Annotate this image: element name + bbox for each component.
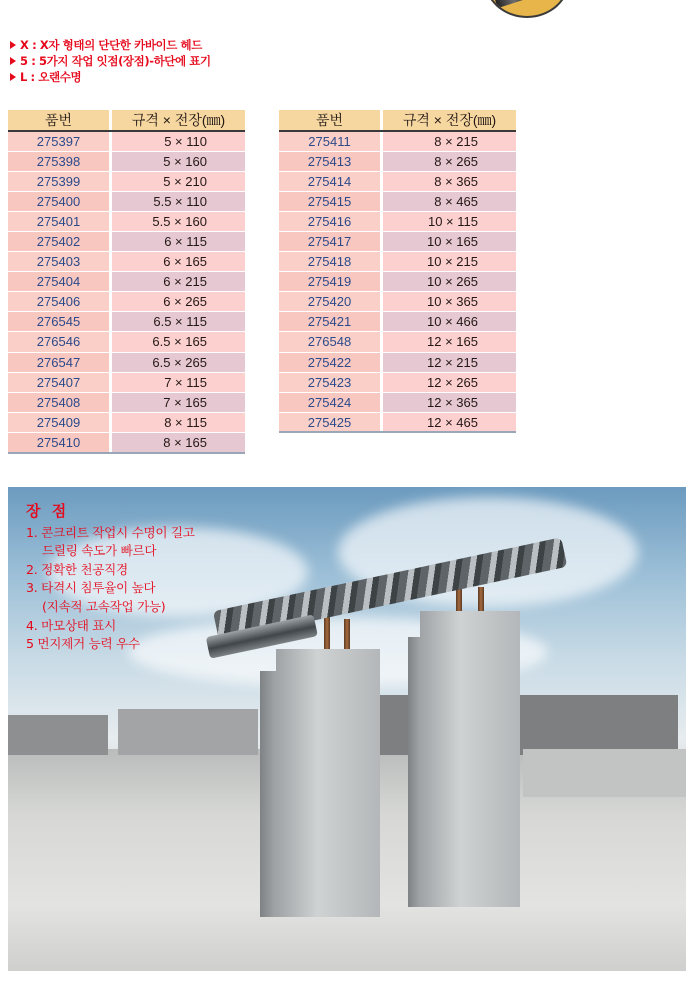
product-code: 275409 <box>8 412 109 432</box>
product-code: 275399 <box>8 171 109 191</box>
table-row <box>279 392 516 412</box>
table-row <box>8 392 245 412</box>
table-row <box>8 312 245 332</box>
size-length: 12 × 265 <box>383 372 516 392</box>
header-code: 품번 <box>279 110 380 131</box>
concrete-block-left <box>276 649 380 917</box>
product-code: 275423 <box>279 372 380 392</box>
size-length: 5.5 × 160 <box>112 211 245 231</box>
product-code: 275401 <box>8 211 109 231</box>
advantage-item: 5 먼지제거 능력 우수 <box>26 636 140 652</box>
note-l: L : 오랜수명 <box>10 69 211 85</box>
header-code: 품번 <box>8 110 109 131</box>
table-row <box>8 252 245 272</box>
size-length: 8 × 365 <box>383 171 516 191</box>
table-row <box>8 412 245 432</box>
size-length: 8 × 115 <box>112 412 245 432</box>
product-code: 275416 <box>279 211 380 231</box>
concrete-slab <box>523 749 686 797</box>
product-code: 276547 <box>8 352 109 372</box>
size-length: 5.5 × 110 <box>112 191 245 211</box>
size-length: 10 × 215 <box>383 252 516 272</box>
size-length: 6 × 215 <box>112 272 245 292</box>
size-length: 8 × 215 <box>383 131 516 151</box>
size-length: 5 × 160 <box>112 151 245 171</box>
table-row <box>8 171 245 191</box>
size-length: 10 × 265 <box>383 272 516 292</box>
table-row <box>279 131 516 151</box>
table-row <box>8 231 245 251</box>
table-row <box>279 292 516 312</box>
size-length: 6.5 × 115 <box>112 312 245 332</box>
size-length: 5 × 210 <box>112 171 245 191</box>
table-row <box>8 332 245 352</box>
table-row <box>279 412 516 432</box>
size-length: 8 × 465 <box>383 191 516 211</box>
table-row <box>8 211 245 231</box>
advantage-item: 2. 정확한 천공직경 <box>26 561 128 577</box>
product-code: 275400 <box>8 191 109 211</box>
size-length: 5 × 110 <box>112 131 245 151</box>
product-code: 275411 <box>279 131 380 151</box>
product-code: 275421 <box>279 312 380 332</box>
background-building <box>8 715 108 755</box>
table-row <box>279 372 516 392</box>
table-row <box>279 332 516 352</box>
advantages-list <box>26 502 195 654</box>
size-length: 8 × 265 <box>383 151 516 171</box>
product-code: 275425 <box>279 412 380 432</box>
spec-table-left-body <box>8 131 245 453</box>
header-size: 규격 × 전장(㎜) <box>383 110 516 131</box>
table-row <box>8 372 245 392</box>
product-code: 276546 <box>8 332 109 352</box>
table-row <box>8 432 245 452</box>
table-row <box>279 312 516 332</box>
product-code: 275406 <box>8 292 109 312</box>
product-code: 275404 <box>8 272 109 292</box>
product-code: 275407 <box>8 372 109 392</box>
table-row <box>279 171 516 191</box>
table-row <box>279 272 516 292</box>
size-length: 6 × 165 <box>112 252 245 272</box>
triangle-bullet-icon <box>10 41 16 49</box>
product-code: 275417 <box>279 231 380 251</box>
table-row <box>279 252 516 272</box>
background-building <box>118 709 258 755</box>
product-code: 275420 <box>279 292 380 312</box>
table-row <box>279 352 516 372</box>
product-code: 275419 <box>279 272 380 292</box>
header-size: 규격 × 전장(㎜) <box>112 110 245 131</box>
table-row <box>279 151 516 171</box>
size-length: 10 × 466 <box>383 312 516 332</box>
advantage-item: 3. 타격시 침투율이 높다 <box>26 580 156 596</box>
product-code: 275402 <box>8 231 109 251</box>
drill-tip-image <box>484 0 570 18</box>
product-code: 276545 <box>8 312 109 332</box>
size-length: 6 × 115 <box>112 231 245 251</box>
size-length: 7 × 165 <box>112 392 245 412</box>
size-length: 8 × 165 <box>112 432 245 452</box>
size-length: 6 × 265 <box>112 292 245 312</box>
size-length: 12 × 165 <box>383 332 516 352</box>
note-5: 5 : 5가지 작업 잇점(장점)-하단에 표기 <box>10 53 211 69</box>
size-length: 10 × 115 <box>383 211 516 231</box>
table-row <box>279 211 516 231</box>
product-code: 275418 <box>279 252 380 272</box>
table-row <box>8 292 245 312</box>
product-code: 275413 <box>279 151 380 171</box>
product-code: 275415 <box>279 191 380 211</box>
table-row <box>8 131 245 151</box>
product-code: 275414 <box>279 171 380 191</box>
size-length: 12 × 465 <box>383 412 516 432</box>
concrete-block-right <box>420 611 520 907</box>
size-length: 12 × 365 <box>383 392 516 412</box>
spec-table-left <box>8 110 245 454</box>
table-row <box>8 272 245 292</box>
size-length: 6.5 × 165 <box>112 332 245 352</box>
product-code: 276548 <box>279 332 380 352</box>
triangle-bullet-icon <box>10 57 16 65</box>
table-row <box>8 191 245 211</box>
table-row <box>8 352 245 372</box>
size-length: 6.5 × 265 <box>112 352 245 372</box>
product-code: 275403 <box>8 252 109 272</box>
spec-table-right-body <box>279 131 516 432</box>
product-photo <box>8 487 686 971</box>
advantage-item: 4. 마모상태 표시 <box>26 617 117 633</box>
advantage-item: 1. 콘크리트 작업시 수명이 길고 <box>26 524 195 540</box>
spec-table-right <box>279 110 516 433</box>
product-code: 275408 <box>8 392 109 412</box>
product-code: 275397 <box>8 131 109 151</box>
product-code: 275422 <box>279 352 380 372</box>
advantage-item: (지속적 고속작업 가능) <box>42 598 166 614</box>
size-length: 7 × 115 <box>112 372 245 392</box>
advantages-title: 장 점 <box>26 502 70 520</box>
triangle-bullet-icon <box>10 73 16 81</box>
feature-notes <box>10 37 211 85</box>
table-row <box>279 231 516 251</box>
table-row <box>279 191 516 211</box>
size-length: 10 × 165 <box>383 231 516 251</box>
product-code: 275410 <box>8 432 109 452</box>
size-length: 10 × 365 <box>383 292 516 312</box>
note-x: X : X자 형태의 단단한 카바이드 헤드 <box>10 37 211 53</box>
product-code: 275424 <box>279 392 380 412</box>
table-row <box>8 151 245 171</box>
product-code: 275398 <box>8 151 109 171</box>
advantage-item: 드릴링 속도가 빠르다 <box>42 543 157 559</box>
size-length: 12 × 215 <box>383 352 516 372</box>
